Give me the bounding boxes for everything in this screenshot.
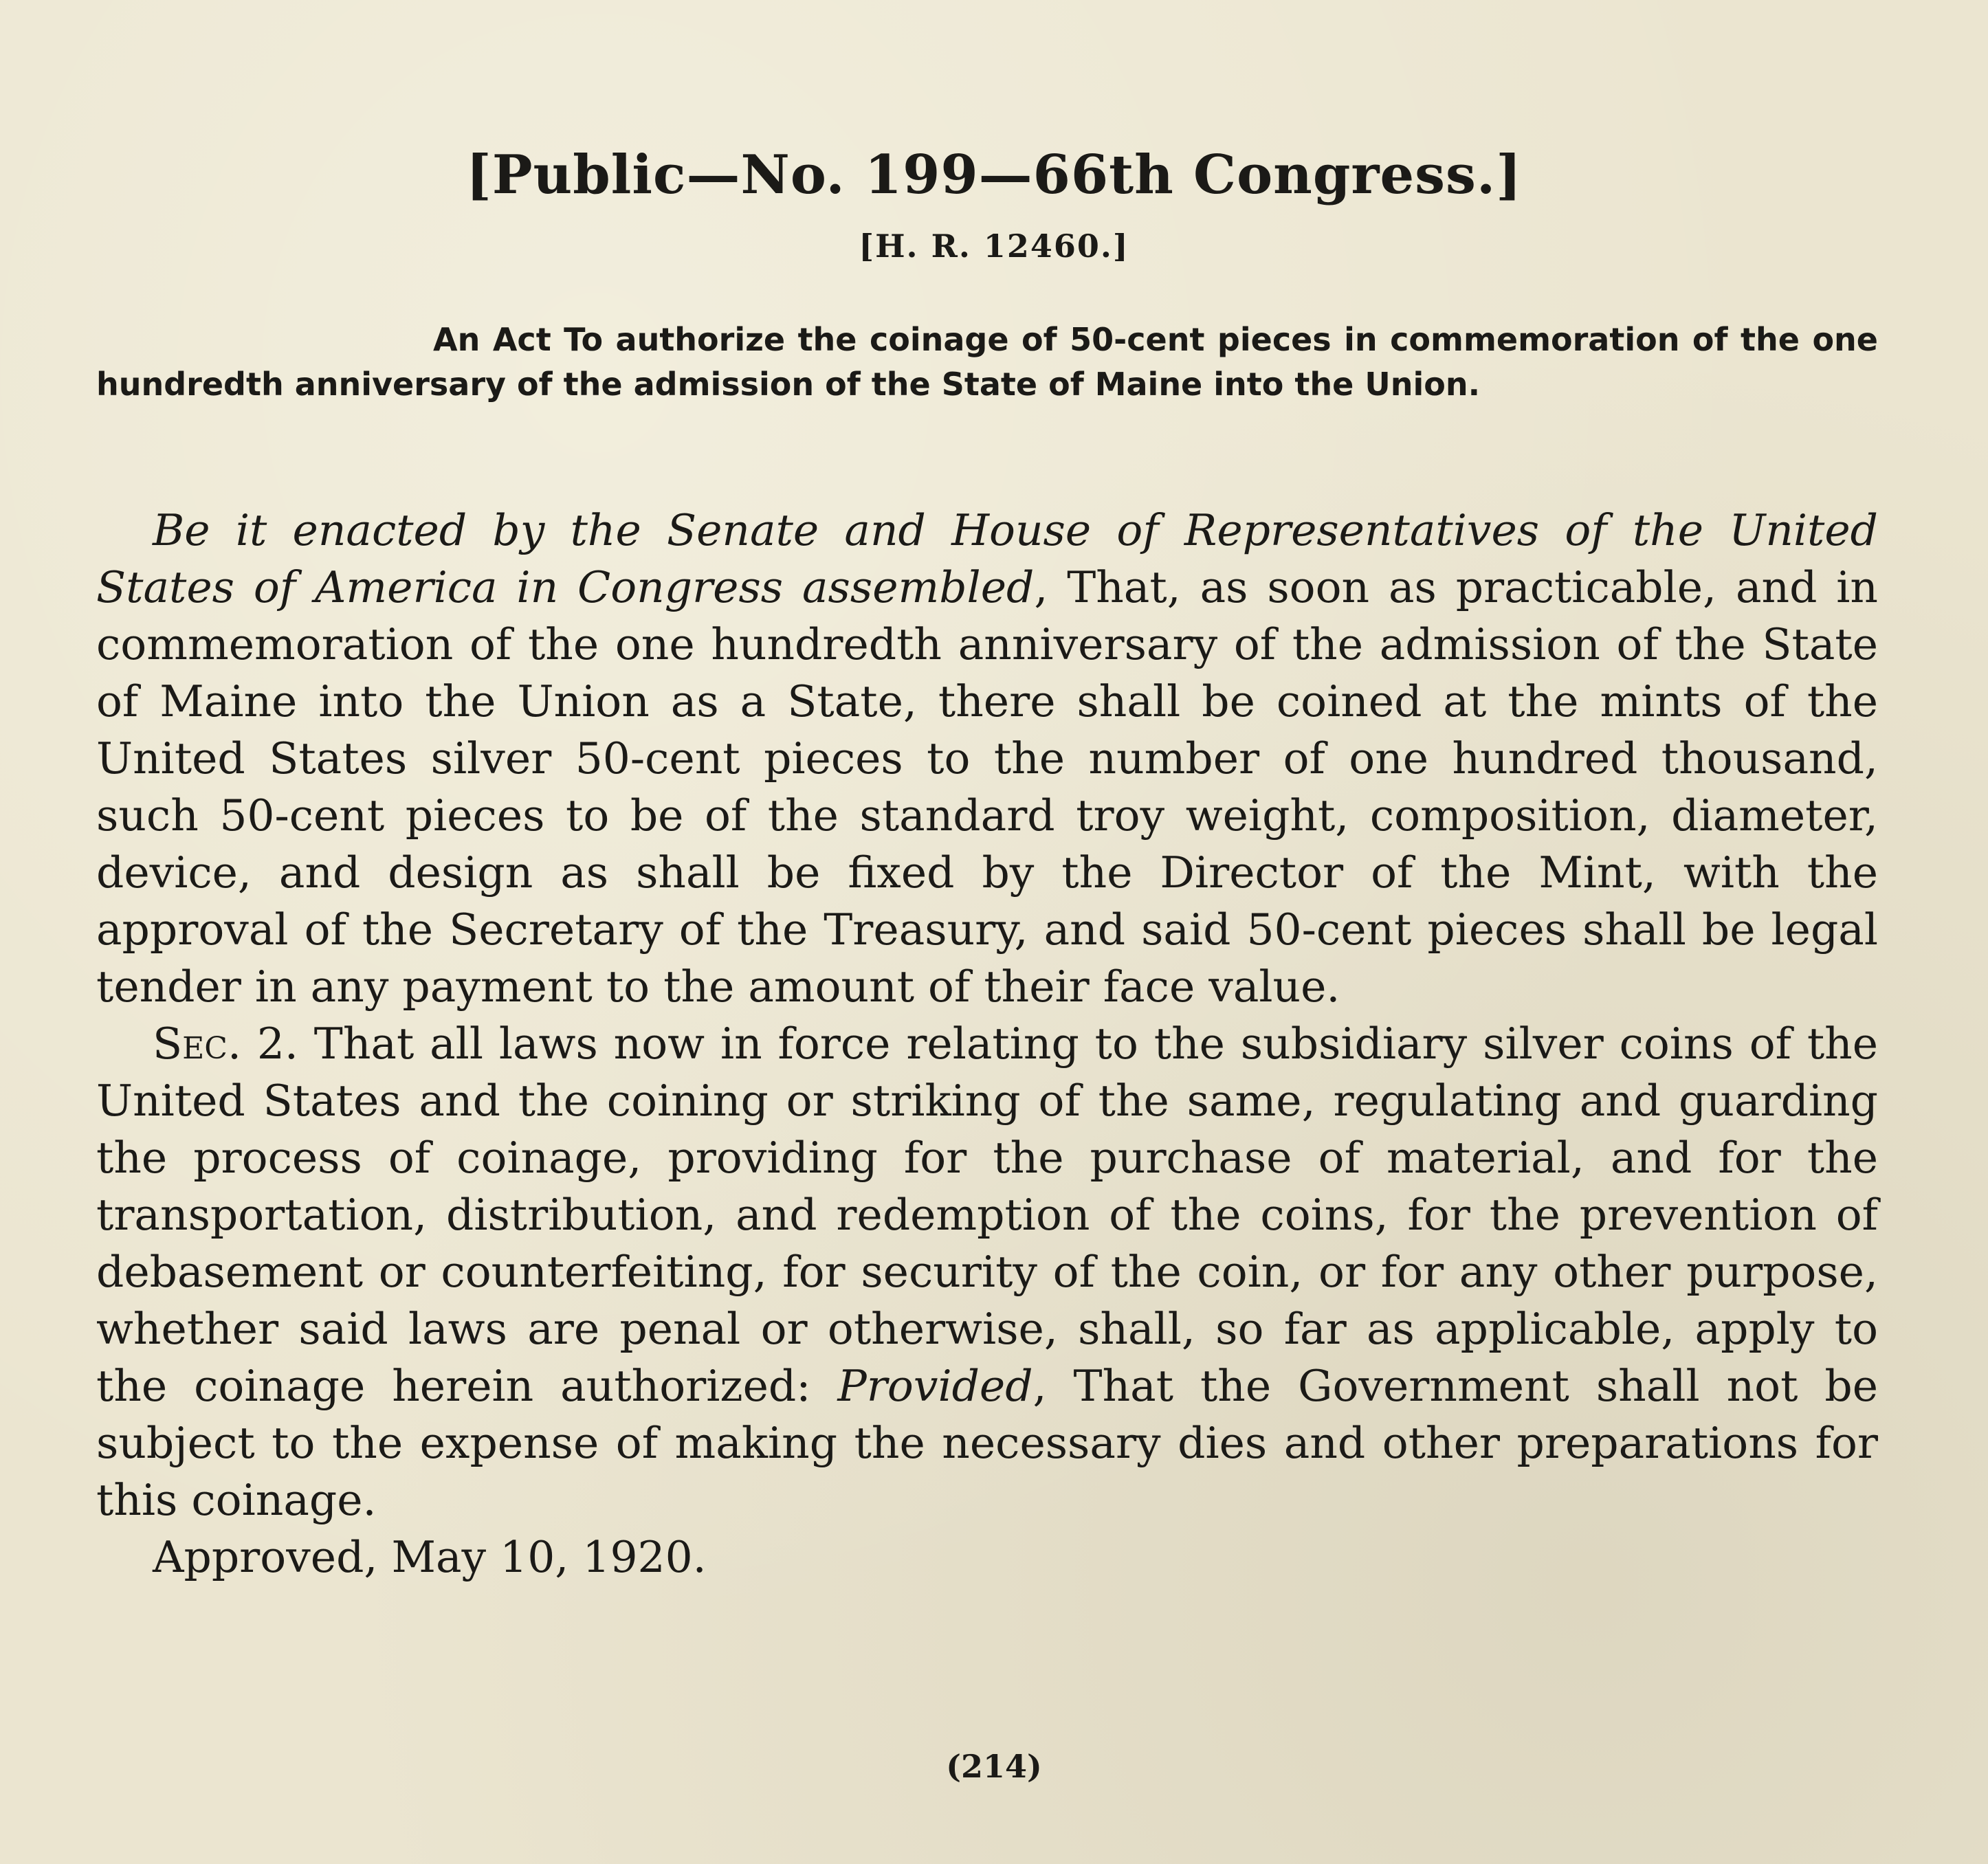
section-1-text: , That, as soon as practicable, and in commemoration of the one hundredth anniversary of the admission of the State of Maine into the Union as a State, there shall be coined at the mints of the United States silver 50-cent pieces to the number of one hundred thousand, such 50-cent pieces to be of the standard troy weight, composition, diameter, device, and design as shall be fixed by the Director of the Mint, with the approval of the Secretary of the Treasury, and said 50-cent pieces shall be legal tender in any payment to the amount of their face value. xyxy=(96,562,1878,1012)
statute-body xyxy=(96,502,1878,1586)
section-2-text: That all laws now in force relating to the subsidiary silver coins of the United States and the coining or striking of the same, regulating and guarding the process of coinage, providing for the purchase of material, and for the transportation, distribution, and redemption of the coins, for the prevention of debasement or counterfeiting, for security of the coin, or for any other purpose, whether said laws are penal or otherwise, shall, so far as applicable, apply to the coinage herein authorized: xyxy=(96,1019,1878,1411)
law-heading: [Public—No. 199—66th Congress.] xyxy=(465,144,1523,206)
section-2-paragraph xyxy=(96,1015,1878,1529)
section-1-paragraph xyxy=(96,502,1878,1015)
proviso-word: Provided xyxy=(837,1361,1033,1411)
section-2-proviso-text: , That the Government shall not be subject to the expense of making the necessary dies and other preparations for this coinage. xyxy=(96,1361,1878,1525)
bill-number: [H. R. 12460.] xyxy=(859,228,1129,265)
enacting-clause: Be it enacted by the Senate and House of Representatives of the United States of America in Congress assembled xyxy=(96,505,1878,612)
approval-line: Approved, May 10, 1920. xyxy=(153,1532,707,1582)
section-2-label: Sec. 2. xyxy=(153,1019,298,1069)
act-title: An Act To authorize the coinage of 50-cent pieces in commemoration of the one hundredth anniversary of the admission of the State of Maine into the Union. xyxy=(96,321,1878,403)
page-number: (214) xyxy=(946,1748,1042,1785)
